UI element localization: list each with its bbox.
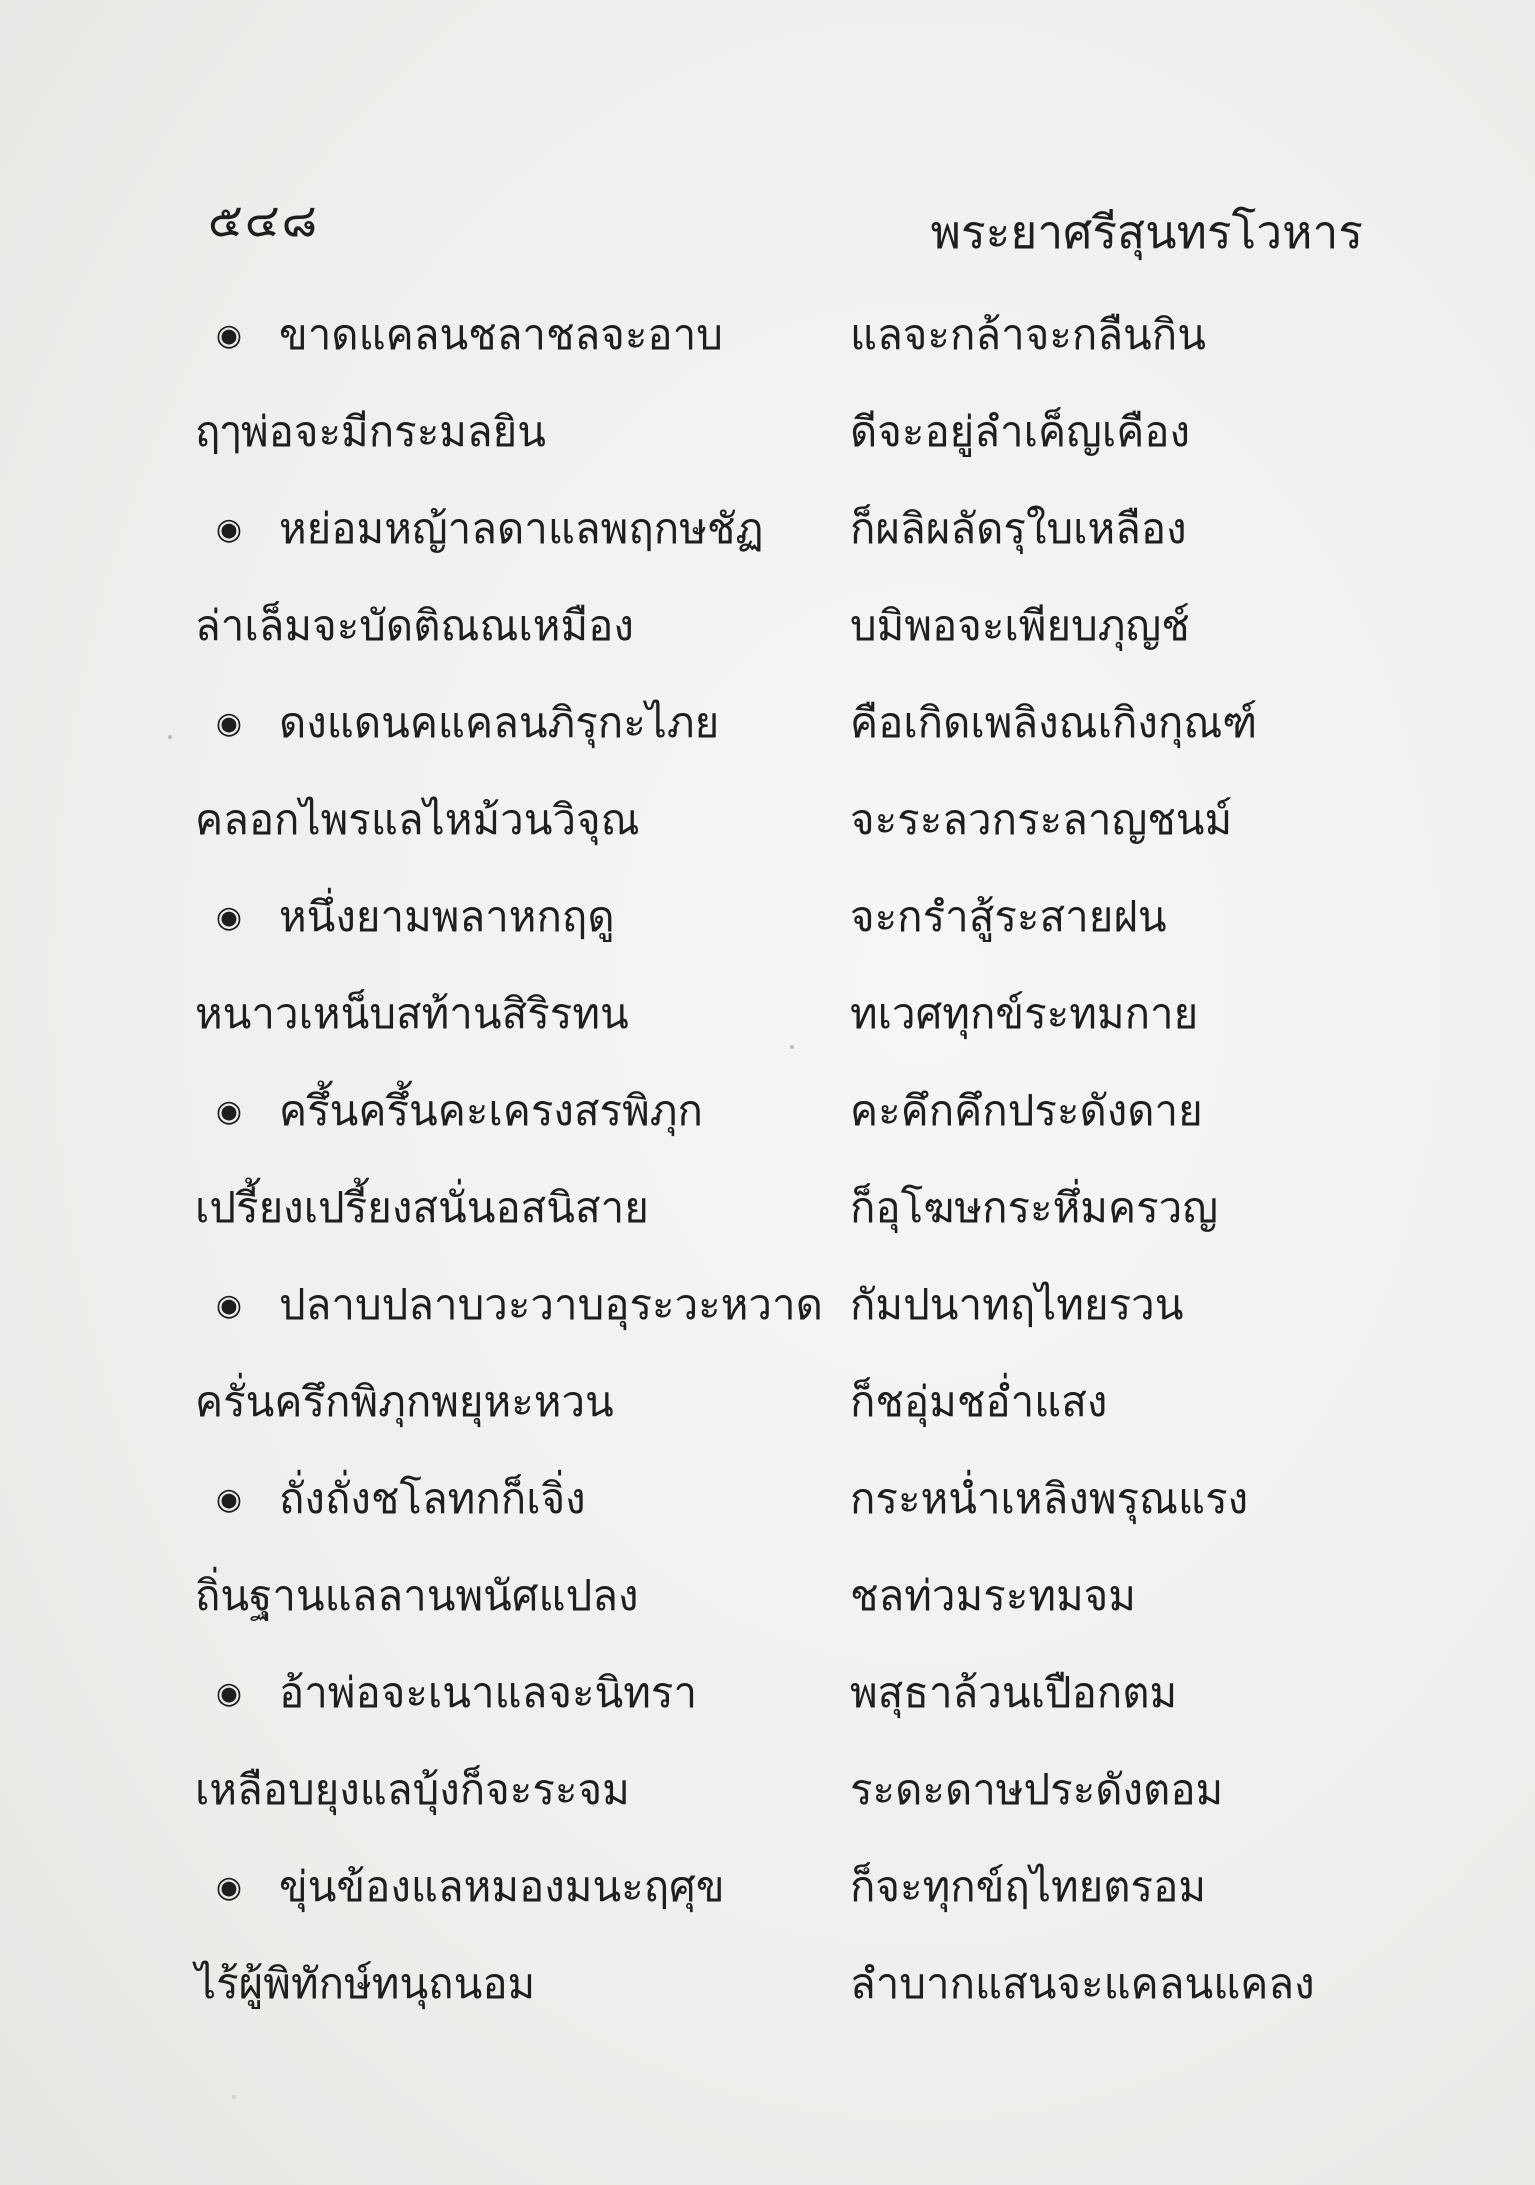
verse-first-half-text: หย่อมหญ้าลดาแลพฤกษชัฏ (279, 504, 764, 553)
verse-line (0, 688, 1535, 785)
verse-second-half: ดีจะอยู่ลำเค็ญเคือง (850, 407, 1191, 456)
stanza-marker-icon: ◉ (215, 1482, 243, 1517)
running-title: พระยาศรีสุนทรโวหาร (930, 205, 1363, 259)
verse-line (0, 1755, 1535, 1852)
verse-second-half: ก็จะทุกข์ฤไทยตรอม (850, 1862, 1207, 1911)
verse-first-half (205, 1658, 845, 1729)
stanza-marker-icon: ◉ (215, 900, 243, 935)
verse-second-half: ชลท่วมระทมจม (850, 1571, 1136, 1620)
verse-first-half-text: เหลือบยุงแลบุ้งก็จะระจม (195, 1765, 630, 1814)
verse-first-half (195, 397, 835, 467)
verse-first-half (205, 1076, 845, 1147)
stanza-marker-icon: ◉ (215, 1676, 243, 1711)
page-header (0, 185, 1535, 275)
verse-body (0, 300, 1535, 2046)
verse-first-half-text: ถั่งถั่งชโลทกก็เจิ่ง (279, 1474, 586, 1523)
page-number: ๕๔๘ (208, 193, 320, 247)
verse-first-half-text: อ้าพ่อจะเนาแลจะนิทรา (279, 1668, 698, 1717)
verse-second-half: จะกรำสู้ระสายฝน (850, 892, 1167, 941)
stanza-marker-icon: ◉ (215, 1094, 243, 1129)
verse-first-half-text: ฤๅพ่อจะมีกระมลยิน (195, 407, 546, 456)
verse-line (0, 494, 1535, 591)
verse-first-half-text: ล่าเล็มจะบัดติณณเหมือง (195, 601, 634, 650)
verse-first-half (195, 1949, 835, 2019)
stanza-marker-icon: ◉ (215, 1870, 243, 1905)
verse-first-half (195, 1367, 835, 1437)
verse-first-half (195, 1173, 835, 1243)
verse-first-half-text: ปลาบปลาบวะวาบอุระวะหวาด (279, 1280, 823, 1329)
verse-line (0, 300, 1535, 397)
verse-first-half (195, 785, 835, 855)
verse-first-half-text: หนึ่งยามพลาหกฤดู (279, 892, 615, 941)
verse-first-half (205, 1270, 845, 1341)
verse-second-half: แลจะกล้าจะกลืนกิน (850, 310, 1206, 359)
verse-second-half: จะระลวกระลาญชนม์ (850, 795, 1233, 844)
speck (232, 2095, 236, 2099)
verse-line (0, 591, 1535, 688)
verse-line (0, 1270, 1535, 1367)
verse-second-half: คือเกิดเพลิงณเกิงกุณฑ์ (850, 698, 1258, 747)
verse-line (0, 979, 1535, 1076)
verse-second-half: ก็ผลิผลัดรุใบเหลือง (850, 504, 1187, 553)
verse-first-half-text: ไร้ผู้พิทักษ์ทนุถนอม (195, 1959, 536, 2008)
verse-first-half (195, 1755, 835, 1825)
verse-line (0, 1561, 1535, 1658)
verse-first-half-text: คลอกไพรแลไหม้วนวิจุณ (195, 795, 640, 844)
verse-line (0, 785, 1535, 882)
stanza-marker-icon: ◉ (215, 706, 243, 741)
verse-first-half (205, 688, 845, 759)
verse-first-half (195, 591, 835, 661)
verse-line (0, 397, 1535, 494)
verse-line (0, 1949, 1535, 2046)
verse-line (0, 1658, 1535, 1755)
verse-first-half (195, 979, 835, 1049)
verse-line (0, 1852, 1535, 1949)
verse-line (0, 1367, 1535, 1464)
verse-first-half-text: ขุ่นข้องแลหมองมนะฤศุข (279, 1862, 725, 1911)
verse-second-half: กระหน่ำเหลิงพรุณแรง (850, 1474, 1249, 1523)
verse-first-half (195, 1561, 835, 1631)
verse-second-half: ทเวศทุกข์ระทมกาย (850, 989, 1199, 1038)
verse-first-half-text: เปรี้ยงเปรี้ยงสนั่นอสนิสาย (195, 1183, 649, 1232)
verse-first-half (205, 882, 845, 953)
verse-second-half: คะคึกคึกประดังดาย (850, 1086, 1203, 1135)
verse-first-half-text: หนาวเหน็บสท้านสิริรทน (195, 989, 629, 1038)
verse-line (0, 882, 1535, 979)
verse-first-half-text: ครึ้นครึ้นคะเครงสรพิภุก (279, 1086, 703, 1135)
verse-second-half: ระดะดาษประดังตอม (850, 1765, 1224, 1814)
verse-first-half-text: ขาดแคลนชลาชลจะอาบ (279, 310, 723, 359)
verse-second-half: ก็ชอุ่มชอ่ำแสง (850, 1377, 1108, 1426)
verse-first-half (205, 494, 845, 565)
verse-first-half-text: ถิ่นฐานแลลานพนัศแปลง (195, 1571, 639, 1620)
verse-line (0, 1173, 1535, 1270)
stanza-marker-icon: ◉ (215, 318, 243, 353)
verse-second-half: ลำบากแสนจะแคลนแคลง (850, 1959, 1315, 2008)
verse-first-half (205, 300, 845, 371)
verse-first-half-text: ครั่นครึกพิภุกพยุหะหวน (195, 1377, 614, 1426)
verse-second-half: บมิพอจะเพียบภุญช์ (850, 601, 1190, 650)
verse-first-half-text: ดงแดนคแคลนภิรุกะไภย (279, 698, 720, 747)
verse-second-half: กัมปนาทฤไทยรวน (850, 1280, 1184, 1329)
verse-line (0, 1076, 1535, 1173)
verse-first-half (205, 1464, 845, 1535)
stanza-marker-icon: ◉ (215, 512, 243, 547)
verse-line (0, 1464, 1535, 1561)
verse-second-half: พสุธาล้วนเปือกตม (850, 1668, 1178, 1717)
stanza-marker-icon: ◉ (215, 1288, 243, 1323)
verse-second-half: ก็อุโฆษกระหึ่มครวญ (850, 1183, 1219, 1232)
verse-first-half (205, 1852, 845, 1923)
